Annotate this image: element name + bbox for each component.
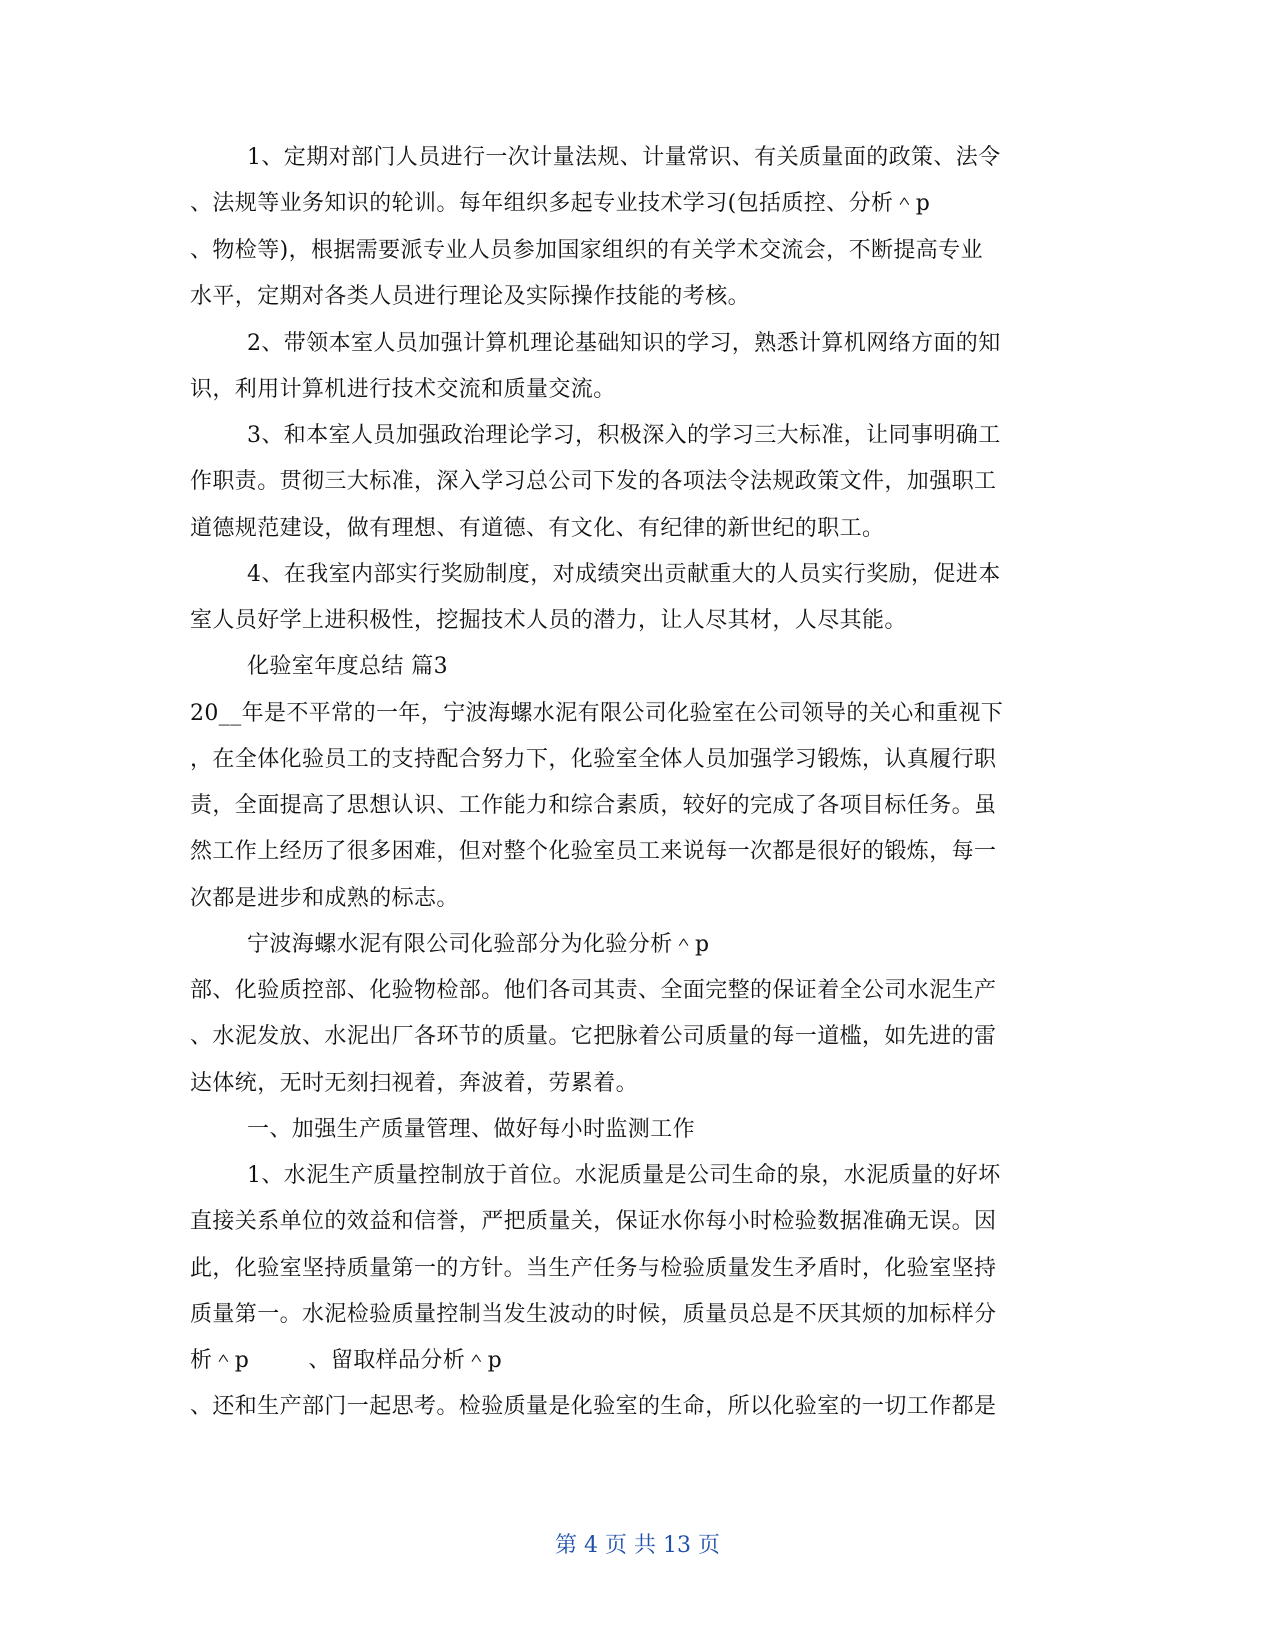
paragraph-line: 宁波海螺水泥有限公司化验部分为化验分析＾p xyxy=(247,932,710,957)
paragraph-line: 析＾p 、留取样品分析＾p xyxy=(190,1348,503,1373)
paragraph-line: 次都是进步和成熟的标志。 xyxy=(190,886,459,911)
paragraph-line: 直接关系单位的效益和信誉，严把质量关，保证水你每小时检验数据准确无误。因 xyxy=(190,1209,997,1234)
paragraph-line: 2、带领本室人员加强计算机理论基础知识的学习，熟悉计算机网络方面的知 xyxy=(247,331,1001,356)
section-heading: 化验室年度总结 篇3 xyxy=(247,654,448,679)
paragraph-line: 责，全面提高了思想认识、工作能力和综合素质，较好的完成了各项目标任务。虽 xyxy=(190,793,997,818)
paragraph-line: 然工作上经历了很多困难，但对整个化验室员工来说每一次都是很好的锻炼，每一 xyxy=(190,839,997,864)
paragraph-line: 识，利用计算机进行技术交流和质量交流。 xyxy=(190,377,616,402)
paragraph-line: 4、在我室内部实行奖励制度，对成绩突出贡献重大的人员实行奖励，促进本 xyxy=(247,562,1001,587)
paragraph-line: 质量第一。水泥检验质量控制当发生波动的时候，质量员总是不厌其烦的加标样分 xyxy=(190,1302,997,1327)
paragraph-line: 此，化验室坚持质量第一的方针。当生产任务与检验质量发生矛盾时，化验室坚持 xyxy=(190,1256,997,1281)
paragraph-line: 作职责。贯彻三大标准，深入学习总公司下发的各项法令法规政策文件，加强职工 xyxy=(190,469,997,494)
paragraph-line: 1、定期对部门人员进行一次计量法规、计量常识、有关质量面的政策、法令 xyxy=(247,145,1001,170)
paragraph-line: 水平，定期对各类人员进行理论及实际操作技能的考核。 xyxy=(190,284,751,309)
paragraph-line: 道德规范建设，做有理想、有道德、有文化、有纪律的新世纪的职工。 xyxy=(190,516,885,541)
paragraph-line: 、物检等)，根据需要派专业人员参加国家组织的有关学术交流会，不断提高专业 xyxy=(190,238,983,263)
paragraph-line: 1、水泥生产质量控制放于首位。水泥质量是公司生命的泉，水泥质量的好坏 xyxy=(247,1163,1001,1188)
paragraph-line: 部、化验质控部、化验物检部。他们各司其责、全面完整的保证着全公司水泥生产 xyxy=(190,978,997,1003)
paragraph-line: 室人员好学上进积极性，挖掘技术人员的潜力，让人尽其材，人尽其能。 xyxy=(190,608,907,633)
paragraph-line: 、还和生产部门一起思考。检验质量是化验室的生命，所以化验室的一切工作都是 xyxy=(190,1394,997,1419)
paragraph-line: 达体统，无时无刻扫视着，奔波着，劳累着。 xyxy=(190,1071,639,1096)
page-number-footer: 第 4 页 共 13 页 xyxy=(555,1533,720,1558)
section-heading: 一、加强生产质量管理、做好每小时监测工作 xyxy=(247,1117,696,1142)
paragraph-line: 、法规等业务知识的轮训。每年组织多起专业技术学习(包括质控、分析＾p xyxy=(190,191,931,216)
paragraph-line: ，在全体化验员工的支持配合努力下，化验室全体人员加强学习锻炼，认真履行职 xyxy=(190,747,997,772)
paragraph-line: 、水泥发放、水泥出厂各环节的质量。它把脉着公司质量的每一道槛，如先进的雷 xyxy=(190,1024,997,1049)
paragraph-line: 20__年是不平常的一年，宁波海螺水泥有限公司化验室在公司领导的关心和重视下 xyxy=(190,701,1004,726)
paragraph-line: 3、和本室人员加强政治理论学习，积极深入的学习三大标准，让同事明确工 xyxy=(247,423,1001,448)
